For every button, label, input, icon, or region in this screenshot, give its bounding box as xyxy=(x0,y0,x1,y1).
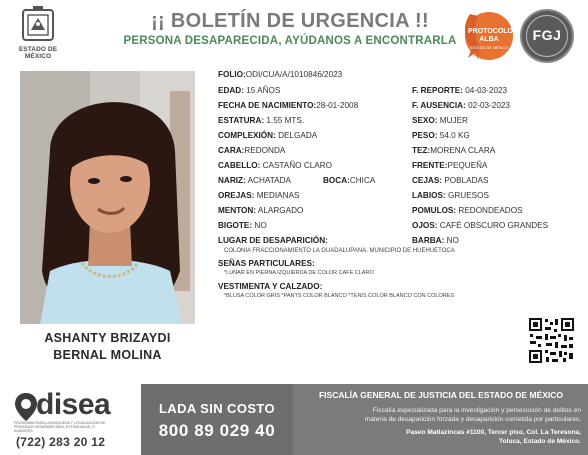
nariz-label: NARIZ: xyxy=(218,176,246,185)
field-frente xyxy=(412,161,488,170)
fiscalia-title: FISCALÍA GENERAL DE JUSTICIA DEL ESTADO DE MÉXICO xyxy=(318,390,563,400)
qr-code[interactable] xyxy=(528,317,575,364)
disea-pin-icon xyxy=(14,392,38,422)
fnac-value: 28-01-2008 xyxy=(316,101,359,110)
field-estatura xyxy=(218,116,304,125)
fnac-label: FECHA DE NACIMIENTO: xyxy=(218,101,317,110)
field-fnac xyxy=(218,101,358,110)
disea-phone[interactable]: (722) 283 20 12 xyxy=(16,435,106,449)
barba-label: BARBA: xyxy=(412,236,445,245)
person-name-line1: ASHANTY BRIZAYDI xyxy=(44,331,171,345)
field-bigote xyxy=(218,221,267,230)
field-peso xyxy=(412,131,470,140)
portrait-image xyxy=(20,71,195,324)
disea-logo-block xyxy=(14,388,139,452)
boca-value: CHICA xyxy=(349,176,376,185)
fiscalia-info xyxy=(301,390,581,446)
bulletin-title: ¡¡ BOLETÍN DE URGENCIA !! xyxy=(151,10,429,32)
fiscalia-description-line2: materia de desaparición forzada y desaparición cometida por particulares. xyxy=(364,415,581,423)
protocolo-alba-badge xyxy=(458,8,514,64)
toll-free-number[interactable]: 800 89 029 40 xyxy=(158,421,276,440)
lugar-value: COLONIA FRACCIONAMIENTO LA GUADALUPANA, MUNICIPIO DE HUEHUETOCA xyxy=(224,248,455,254)
bulletin-subtitle: PERSONA DESAPARECIDA, AYÚDANOS A ENCONTRARLA xyxy=(123,35,457,47)
sexo-label: SEXO: xyxy=(412,116,438,125)
missing-person-photo xyxy=(20,71,195,324)
senas-value: *LUNAR EN PIERNA IZQUIERDA DE COLOR CAFE CLARO xyxy=(224,270,374,276)
nariz-value: ACHATADA xyxy=(247,176,291,185)
ojos-value: CAFÉ OBSCURO GRANDES xyxy=(439,221,549,230)
toll-free-box xyxy=(141,384,293,455)
cara-value: REDONDA xyxy=(244,146,286,155)
state-shield-icon xyxy=(21,6,55,44)
qr-code-icon xyxy=(528,317,575,364)
field-edad xyxy=(218,86,280,95)
cabello-label: CABELLO: xyxy=(218,161,261,170)
person-name xyxy=(20,330,195,364)
fausencia-label: F. AUSENCIA: xyxy=(412,101,466,110)
contact-band xyxy=(141,384,588,455)
field-pomulos xyxy=(412,206,523,215)
field-complexion xyxy=(218,131,317,140)
fiscalia-description xyxy=(301,407,581,424)
cara-label: CARA: xyxy=(218,146,245,155)
field-labios xyxy=(412,191,489,200)
sexo-value: MUJER xyxy=(439,116,468,125)
field-cabello xyxy=(218,161,332,170)
frente-value: PEQUEÑA xyxy=(447,161,488,170)
field-lugar xyxy=(218,236,328,245)
ojos-label: OJOS: xyxy=(412,221,438,230)
state-label: ESTADO DE MÉXICO xyxy=(18,46,58,60)
tez-value: MORENA CLARA xyxy=(430,146,496,155)
vestimenta-label: VESTIMENTA Y CALZADO: xyxy=(218,282,323,291)
bigote-value: NO xyxy=(254,221,267,230)
freporte-value: 04-03-2023 xyxy=(465,86,508,95)
fiscalia-address-line1: Paseo Matlazincas #1100, Tercer piso, Col. La Teresona, xyxy=(406,429,581,436)
field-barba xyxy=(412,236,459,245)
pomulos-value: REDONDEADOS xyxy=(458,206,523,215)
senas-label: SEÑAS PARTICULARES: xyxy=(218,259,315,268)
field-cara xyxy=(218,146,285,155)
field-sexo xyxy=(412,116,468,125)
field-ojos xyxy=(412,221,548,230)
field-vestimenta xyxy=(218,282,322,291)
orejas-label: OREJAS: xyxy=(218,191,255,200)
fiscalia-address xyxy=(301,429,581,446)
labios-value: GRUESOS xyxy=(447,191,489,200)
fgj-seal xyxy=(520,9,574,63)
peso-label: PESO: xyxy=(412,131,438,140)
complexion-label: COMPLEXIÓN: xyxy=(218,131,276,140)
estado-de-mexico-logo xyxy=(8,6,68,60)
person-name-line2: BERNAL MOLINA xyxy=(53,348,162,362)
menton-label: MENTON: xyxy=(218,206,257,215)
vestimenta-value: *BLUSA COLOR GRIS *PANTS COLOR BLANCO *TENIS COLOR BLANCO CON COLORES xyxy=(224,293,455,299)
disea-description: PROGRAMA PARA LA BÚSQUEDA Y LOCALIZACIÓN DE PERSONAS DESAPARECIDAS, EXTRAVIADAS, O AUSENTES xyxy=(14,421,106,433)
peso-value: 54.0 KG xyxy=(439,131,470,140)
cejas-value: POBLADAS xyxy=(444,176,489,185)
estatura-label: ESTATURA: xyxy=(218,116,265,125)
edad-label: EDAD: xyxy=(218,86,244,95)
folio-label: FOLIO: xyxy=(218,70,246,79)
field-cejas xyxy=(412,176,488,185)
alba-sub-label: ESTADO DE MÉXICO xyxy=(470,46,508,50)
field-senas xyxy=(218,259,315,268)
fgj-label: FGJ xyxy=(532,27,562,43)
bigote-label: BIGOTE: xyxy=(218,221,253,230)
orejas-value: MEDIANAS xyxy=(256,191,300,200)
field-freporte xyxy=(412,86,507,95)
complexion-value: DELGADA xyxy=(278,131,318,140)
fausencia-value: 02-03-2023 xyxy=(468,101,510,110)
tez-label: TEZ: xyxy=(412,146,431,155)
cabello-value: CASTAÑO CLARO xyxy=(262,161,333,170)
field-folio xyxy=(218,70,342,79)
cejas-label: CEJAS: xyxy=(412,176,443,185)
fiscalia-address-line2: Toluca, Estado de México. xyxy=(499,437,581,445)
field-boca xyxy=(323,176,375,185)
labios-label: LABIOS: xyxy=(412,191,446,200)
disea-brand: disea xyxy=(36,388,111,421)
estatura-value: 1.55 MTS. xyxy=(266,116,305,125)
field-menton xyxy=(218,206,303,215)
bulletin-header xyxy=(0,0,588,68)
pomulos-label: POMULOS: xyxy=(412,206,457,215)
field-nariz xyxy=(218,176,291,185)
field-orejas xyxy=(218,191,299,200)
folio-value: ODI/CUA/A/1010846/2023 xyxy=(245,70,343,79)
barba-value: NO xyxy=(446,236,459,245)
field-tez xyxy=(412,146,495,155)
menton-value: ALARGADO xyxy=(257,206,304,215)
edad-value: 15 AÑOS xyxy=(246,86,281,95)
frente-label: FRENTE: xyxy=(412,161,448,170)
field-fausencia xyxy=(412,101,510,110)
alba-label: PROTOCOLO ALBA xyxy=(468,28,513,43)
boca-label: BOCA: xyxy=(323,176,350,185)
lugar-label: LUGAR DE DESAPARICIÓN: xyxy=(218,236,328,245)
toll-free-label: LADA SIN COSTO xyxy=(158,401,276,416)
fiscalia-description-line1: Fiscalía especializada para la investigación y persecución de delitos en xyxy=(372,407,581,414)
freporte-label: F. REPORTE: xyxy=(412,86,463,95)
